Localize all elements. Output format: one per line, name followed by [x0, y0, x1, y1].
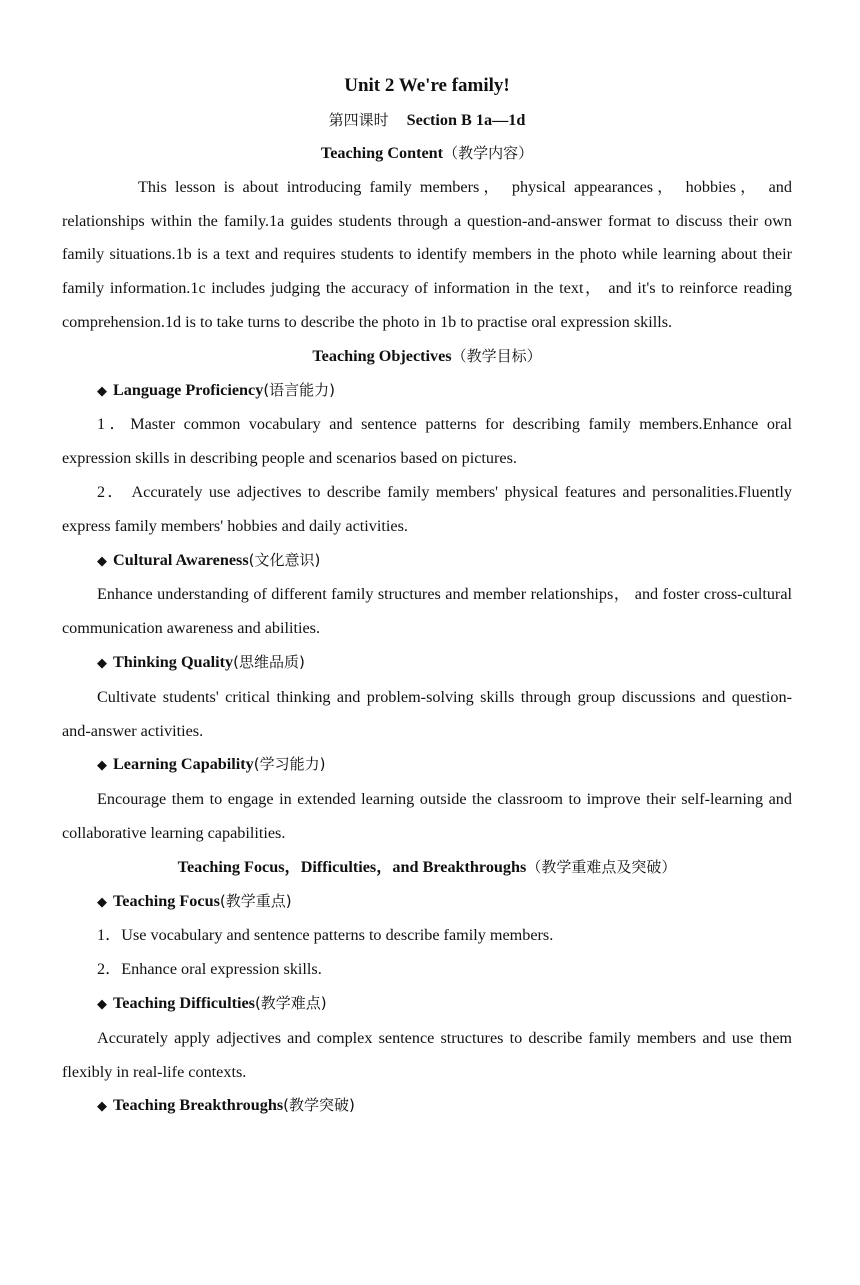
teaching-difficulties-en: Teaching Difficulties [113, 993, 255, 1012]
diamond-bullet-icon: ◆ [97, 1099, 107, 1115]
thinking-quality-heading [62, 646, 792, 681]
teaching-breakthroughs-cn: (教学突破) [283, 1096, 355, 1115]
diamond-bullet-icon: ◆ [97, 383, 107, 399]
page-title: Unit 2 We're family! [344, 75, 510, 96]
focus-item-1: 1．Use vocabulary and sentence patterns to describe family members. [97, 926, 554, 945]
focus-heading-en: Teaching Focus，Difficulties，and Breakthroughs [177, 857, 527, 876]
learning-capability-text: Encourage them to engage in extended learning outside the classroom to improve their self-learning and collaborative learning capabilities. [62, 790, 792, 842]
language-item-2: 2． Accurately use adjectives to describe family members' physical features and personalities.Fluently express family members' hobbies and daily activities. [62, 482, 792, 535]
cultural-awareness-en: Cultural Awareness [113, 550, 249, 569]
language-proficiency-en: Language Proficiency [113, 380, 264, 399]
lesson-subtitle [62, 103, 792, 137]
cultural-awareness-heading [62, 544, 792, 579]
teaching-breakthroughs-heading [62, 1089, 792, 1124]
focus-heading [62, 851, 792, 885]
learning-capability-heading [62, 748, 792, 783]
objectives-heading-cn: （教学目标） [451, 346, 542, 365]
teaching-focus-cn: (教学重点) [219, 891, 292, 910]
difficulties-text: Accurately apply adjectives and complex sentence structures to describe family members and use them flexibly in real‐life contexts. [62, 1028, 792, 1081]
cultural-awareness-cn: (文化意识) [248, 550, 321, 569]
content-paragraph: This lesson is about introducing family members， physical appearances， hobbies， and relationships within the family.1a guides students through a question‐and‐answer format to discuss their own family situations.1b is a text and requires students to identify members in the photo while learning about their family information.1c includes judging the accuracy of information in the text， and it's to reinforce reading comprehension.1d is to take turns to describe the photo in 1b to practise oral expression skills. [62, 177, 792, 331]
teaching-difficulties-heading [62, 987, 792, 1022]
lesson-label-en: Section B 1a—1d [406, 111, 526, 129]
objectives-heading-en: Teaching Objectives [312, 346, 452, 365]
objectives-heading [62, 340, 792, 374]
content-heading-cn: （教学内容） [443, 144, 534, 162]
language-proficiency-cn: (语言能力) [263, 380, 336, 399]
lesson-label-cn: 第四课时 [328, 111, 389, 129]
content-heading [62, 137, 792, 171]
cultural-awareness-text: Enhance understanding of different family structures and member relationships， and foster cross‐cultural communication awareness and abilities. [62, 585, 792, 638]
teaching-focus-en: Teaching Focus [113, 891, 220, 910]
thinking-quality-text: Cultivate students' critical thinking and problem‐solving skills through group discussions and question‐and‐answer activities. [62, 687, 792, 740]
teaching-difficulties-cn: (教学难点) [254, 993, 327, 1012]
thinking-quality-en: Thinking Quality [113, 652, 234, 671]
focus-heading-cn: （教学重难点及突破） [526, 857, 677, 876]
focus-item-2: 2．Enhance oral expression skills. [97, 960, 322, 979]
diamond-bullet-icon: ◆ [97, 553, 107, 569]
teaching-focus-heading [62, 885, 792, 920]
content-heading-en: Teaching Content [320, 144, 444, 162]
thinking-quality-cn: (思维品质) [233, 652, 305, 671]
teaching-breakthroughs-en: Teaching Breakthroughs [113, 1096, 284, 1115]
learning-capability-en: Learning Capability [113, 755, 254, 774]
document-page [0, 69, 860, 1285]
diamond-bullet-icon: ◆ [97, 996, 107, 1012]
diamond-bullet-icon: ◆ [97, 655, 107, 671]
diamond-bullet-icon: ◆ [97, 758, 107, 774]
language-item-1: 1．Master common vocabulary and sentence patterns for describing family members.Enhance oral expression skills in describing people and scenarios based on pictures. [62, 415, 792, 468]
learning-capability-cn: (学习能力) [253, 755, 326, 774]
diamond-bullet-icon: ◆ [97, 894, 107, 910]
language-proficiency-heading [62, 374, 792, 409]
